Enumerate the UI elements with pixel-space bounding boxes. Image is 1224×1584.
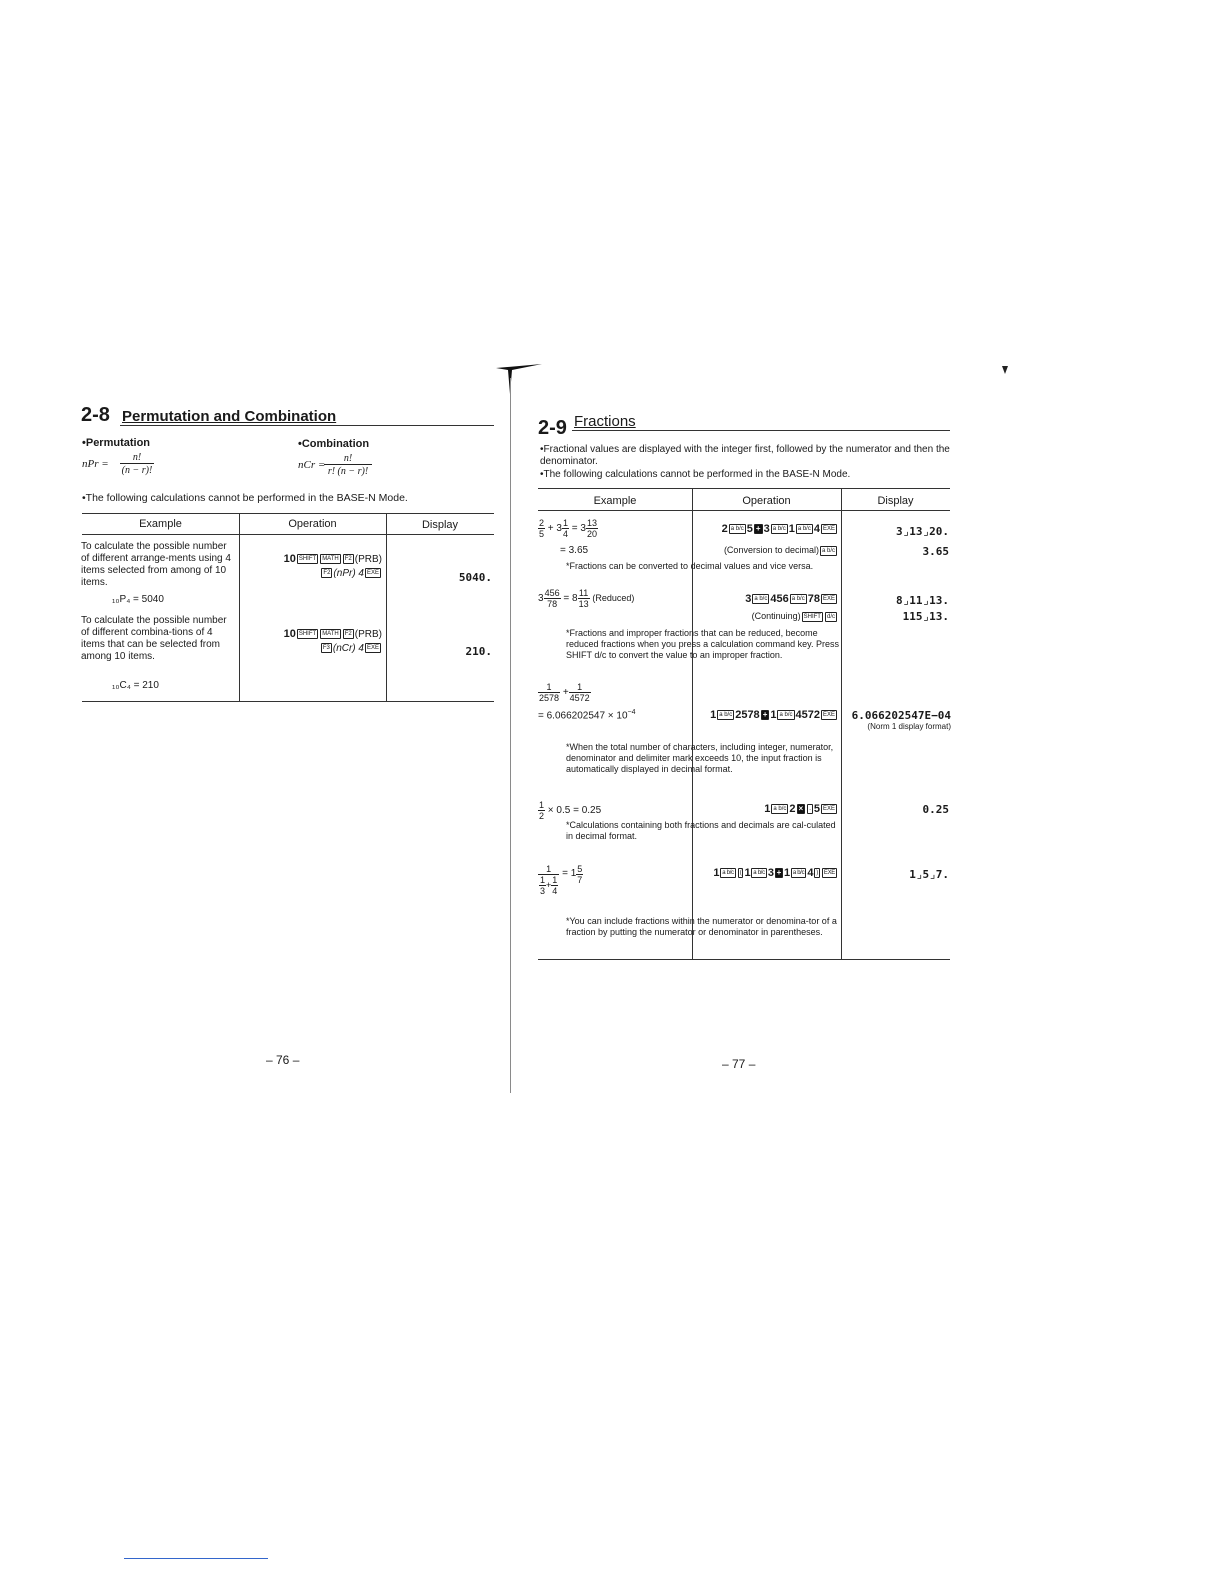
key-label: 3 [763,523,770,535]
permutation-heading: •Permutation [82,437,151,449]
fraction-key: a b/c [753,870,765,877]
example-result: ₁₀P₄ = 5040 [112,594,164,605]
reduced-tag: (Reduced) [592,593,635,604]
page-corner-mark [496,364,542,394]
numerator: 11 [578,588,589,598]
operation-line [696,593,838,605]
exe-key: EXE [822,806,835,813]
section-number: 2-9 [538,417,567,439]
header-display: Display [877,495,914,507]
numerator: 1 [540,875,546,885]
combination-lhs: nCr = [298,459,326,471]
operator: = 8 [563,593,578,605]
fraction [538,518,545,539]
section-number: 2-8 [81,404,110,426]
operation-line [242,567,382,579]
fraction-key: a b/c [754,596,768,603]
plus-key: + [776,868,782,878]
base-n-note: •The following calculations cannot be performed in the BASE-N Mode. [82,492,408,504]
display-value: 5040. [458,571,492,584]
page-number: – 77 – [722,1057,756,1071]
operator: + [562,687,569,699]
operation-note [696,545,838,556]
header-example: Example [593,495,637,507]
fraction [562,518,569,539]
fraction-example [538,800,601,821]
title-rule [120,425,494,426]
intro-text: •The following calculations cannot be performed in the BASE-N Mode. [540,469,851,480]
improper-fraction-key: d/c [826,613,835,620]
f2-key: F2 [344,556,352,563]
key-label: (Conversion to decimal) [723,545,819,555]
shift-key: SHIFT [298,631,317,638]
display-value: 8⌟11⌟13. [896,594,949,607]
table-top-rule [538,488,950,489]
key-label: (Continuing) [751,611,801,621]
key-label: 1 [744,867,751,879]
fraction-example [538,682,591,703]
operator: = 3 [571,523,586,535]
display-value: 3⌟13⌟20. [896,525,949,538]
fraction-key: a b/c [797,526,811,533]
operator: × 0.5 = 0.25 [547,805,602,817]
table-header-rule [538,510,950,511]
example-text: To calculate the possible number of different combina-tions of 4 items that can be selected from among 10 items. [81,615,227,662]
page-gutter-line [510,378,511,1093]
open-paren-key: ( [739,870,742,877]
decimal-result [538,709,636,721]
numerator: 456 [544,588,560,598]
footnote: *When the total number of characters, including integer, numerator, denominator and delimiter mark exceeds 10, the input fraction is automatically displayed in decimal format. [566,742,834,774]
numerator: 2 [539,518,545,528]
fraction-key: a b/c [730,526,744,533]
key-label: 456 [770,593,789,605]
fraction [544,588,561,609]
combination-numerator: n! [324,453,372,465]
header-operation: Operation [742,495,791,507]
permutation-denominator: (n − r)! [121,465,153,476]
section-title: Permutation and Combination [122,408,337,425]
fraction-example [538,588,634,609]
denominator: 2578 [539,693,560,703]
operator: = 1 [562,868,577,879]
key-label: 1 [784,867,790,879]
decimal-value: = 6.066202547 × 10 [538,710,628,722]
combination-denominator: r! (n − r)! [327,466,369,477]
table-divider [841,488,842,959]
key-label: 2578 [735,709,760,721]
numerator: 1 [562,518,568,528]
key-label: (nPr) 4 [333,568,364,579]
fraction-key: a b/c [779,712,793,719]
f2-key: F2 [344,631,352,638]
header-display: Display [421,519,459,531]
operation-line [242,628,382,640]
fraction [569,682,591,703]
operator: + [546,879,552,890]
math-key: MATH [322,556,339,563]
table-bottom-rule [82,701,494,702]
permutation-numerator: n! [120,452,154,464]
header-example: Example [139,518,182,530]
footnote: *Fractions and improper fractions that can be reduced, become reduced fractions when you press a calculation command key. Press SHIFT d/c to convert the value to an improper fraction. [566,628,839,660]
f3-key: F3 [322,645,330,652]
f2-key: F2 [323,570,331,577]
integer-part: 3 [538,593,544,605]
table-divider [692,488,693,959]
plus-key: + [762,710,768,720]
key-label: 2 [789,803,796,815]
exponent: −4 [627,709,636,716]
plus-key: + [755,524,761,534]
intro-text: •Fractional values are displayed with the integer first, followed by the numerator and then the denominator. [540,444,950,467]
key-label: 4 [813,523,820,535]
operation-line [242,553,382,565]
display-value: 3.65 [922,545,949,558]
exe-key: EXE [822,526,835,533]
denominator: 3 [540,886,546,896]
footnote: *You can include fractions within the numerator or denomina-tor of a fraction by putting the numerator or denominator in parentheses. [566,916,837,937]
key-label: 1 [713,867,720,879]
table-divider [239,513,240,701]
display-value: 0.25 [922,803,949,816]
key-label: 5 [813,803,820,815]
fraction [538,800,545,821]
fraction-key: a b/c [772,526,786,533]
operation-line [696,709,838,721]
table-bottom-rule [538,959,950,960]
fraction-example [538,518,598,539]
key-label: (nCr) 4 [332,643,364,654]
example-text: To calculate the possible number of different arrange-ments using 4 items selected from among of 10 items. [81,541,231,588]
key-label: 5 [746,523,753,535]
operation-line [696,523,838,535]
table-divider [386,513,387,701]
key-label: 4 [807,867,814,879]
fraction [551,875,558,896]
permutation-lhs: nPr = [82,458,109,470]
key-label: 10 [283,628,296,640]
fraction [538,682,560,703]
exe-key: EXE [823,870,835,877]
fraction-key: a b/c [821,547,835,554]
display-value: 115⌟13. [902,610,949,623]
page-number: – 76 – [266,1053,300,1067]
operator: + 3 [547,523,562,535]
multiply-key: × [798,804,804,814]
key-label: 3 [745,593,752,605]
header-operation: Operation [288,518,337,530]
display-value: 6.066202547E−04 [851,709,951,722]
fraction-key: a b/c [792,870,805,877]
fraction [576,864,583,885]
display-format-note: (Norm 1 display format) [867,722,951,731]
operation-note [696,611,838,622]
key-label: 4572 [795,709,820,721]
corner-tick-mark [1002,366,1008,374]
fraction [578,588,590,609]
display-value: 1⌟5⌟7. [909,868,949,881]
numerator: 5 [577,864,583,874]
denominator: 13 [578,599,589,609]
section-title: Fractions [574,413,636,430]
exe-key: EXE [822,712,835,719]
footnote: *Calculations containing both fractions and decimals are cal-culated in decimal format. [566,820,836,841]
denominator: 4 [562,529,568,539]
shift-key: SHIFT [803,613,821,620]
numerator: 1 [569,682,591,693]
key-label: 2 [721,523,728,535]
key-label: (PRB) [354,554,382,565]
numerator: 1 [538,682,560,693]
fraction-example [538,864,583,896]
denominator [538,875,559,896]
key-label: 1 [770,709,777,721]
key-label: (PRB) [354,629,382,640]
footnote: *Fractions can be converted to decimal values and vice versa. [566,561,814,571]
key-label: 78 [807,593,820,605]
combination-heading: •Combination [298,438,370,450]
key-label: 3 [767,867,774,879]
operation-line [242,642,382,654]
operation-line [696,803,838,815]
table-top-rule [82,513,494,514]
key-label: 1 [788,523,795,535]
fraction-key: a b/c [791,596,805,603]
exe-key: EXE [366,645,379,652]
fraction-key: a b/c [773,806,787,813]
display-value: 210. [465,645,492,658]
denominator: 20 [586,529,597,539]
exe-key: EXE [366,570,379,577]
fraction [586,518,598,539]
key-label: 10 [283,553,296,565]
compound-fraction [538,864,559,896]
decimal-point-key: . [809,806,811,813]
denominator: 4 [552,886,558,896]
denominator: 78 [547,599,558,609]
close-paren-key: ) [816,870,818,877]
denominator: 5 [539,529,545,539]
numerator: 1 [552,875,558,885]
decimal-result: = 3.65 [560,545,589,556]
key-label: 1 [764,803,771,815]
operation-line [696,867,838,879]
exe-key: EXE [822,596,835,603]
math-key: MATH [322,631,339,638]
table-header-rule [82,534,494,535]
denominator: 4572 [569,693,590,703]
example-result: ₁₀C₄ = 210 [112,680,159,691]
fraction-key: a b/c [722,870,734,877]
numerator: 1 [538,864,559,875]
shift-key: SHIFT [298,556,317,563]
numerator: 13 [586,518,597,528]
fraction [539,875,546,896]
fraction-key: a b/c [719,712,733,719]
key-label: 1 [710,709,717,721]
numerator: 1 [539,800,545,810]
denominator: 7 [577,875,583,885]
title-rule [572,430,950,431]
footer-link-line [124,1558,268,1559]
denominator: 2 [539,811,545,821]
